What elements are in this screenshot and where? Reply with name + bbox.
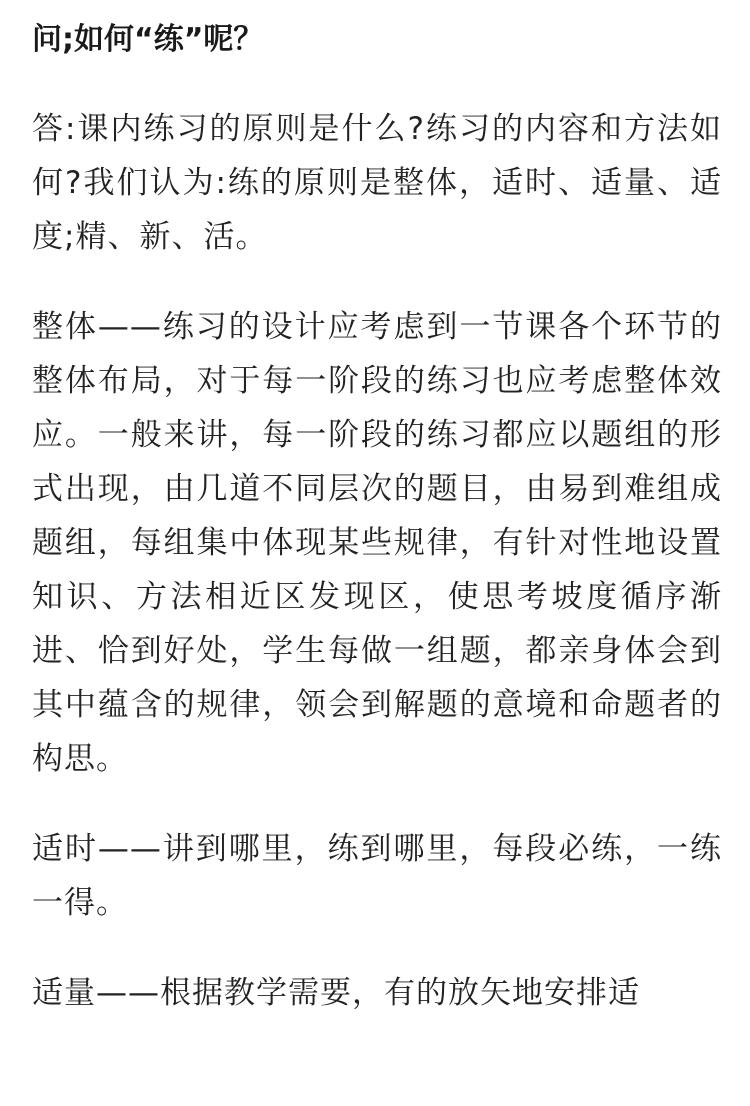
principle-whole-paragraph: 整体——练习的设计应考虑到一节课各个环节的整体布局，对于每一阶段的练习也应考虑整体效应。一般来讲，每一阶段的练习都应以题组的形式出现，由几道不同层次的题目，由易到难组成题组，每组集中体现某些规律，有针对性地设置知识、方法相近区发现区，使思考坡度循序渐进、恰到好处，学生每做一组题，都亲身体会到其中蕴含的规律，领会到解题的意境和命题者的构思。 — [32, 309, 722, 777]
principle-amount-paragraph: 适量——根据教学需要，有的放矢地安排适 — [32, 975, 640, 1011]
answer-paragraph: 答:课内练习的原则是什么?练习的内容和方法如何?我们认为:练的原则是整体，适时、适量、适度;精、新、活。 — [32, 111, 722, 255]
question-heading: 问;如何“练”呢？ — [32, 22, 264, 57]
article-body — [32, 18, 722, 1056]
principle-timely-paragraph: 适时——讲到哪里，练到哪里，每段必练，一练一得。 — [32, 831, 722, 921]
